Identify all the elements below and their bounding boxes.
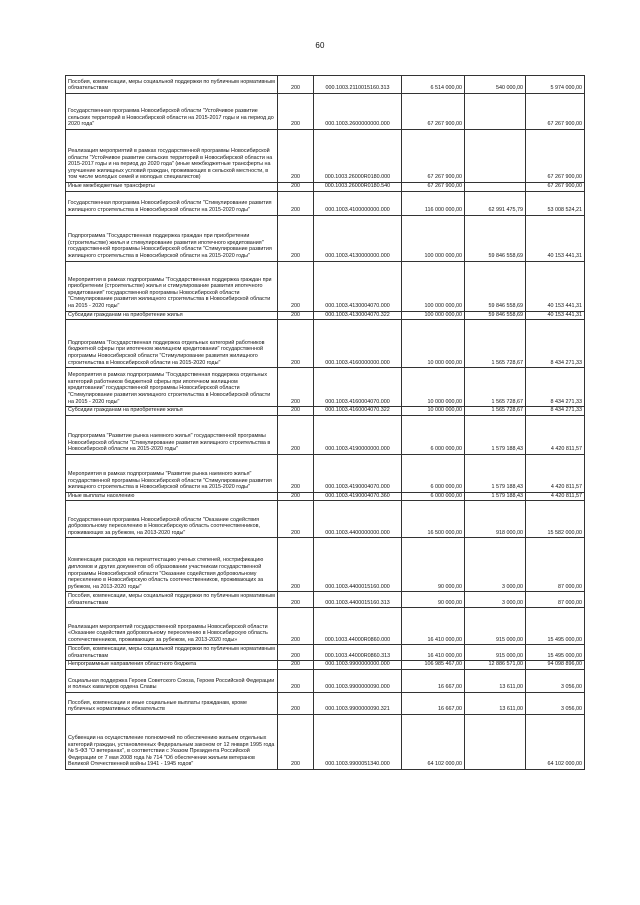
row-code: 200 (278, 183, 314, 192)
row-amount-approved: 6 000 000,00 (402, 415, 465, 454)
row-name: Иные межбюджетные трансферты (66, 183, 278, 192)
row-amount-approved: 10 000 000,00 (402, 407, 465, 416)
row-name: Государственная программа Новосибирской области "Стимулирование развития жилищного строительства в Новосибирской области на 2015-2020 годы" (66, 191, 278, 215)
row-amount-remaining: 64 102 000,00 (526, 714, 585, 769)
row-amount-executed: 915 000,00 (465, 608, 526, 645)
row-kbk: 000.1003.4160004070.322 (314, 407, 402, 416)
row-amount-approved: 16 500 000,00 (402, 501, 465, 538)
table-row (66, 368, 585, 407)
row-kbk: 000.1003.4100000000.000 (314, 191, 402, 215)
row-amount-executed: 1 579 188,43 (465, 415, 526, 454)
table-row (66, 320, 585, 368)
table-row (66, 407, 585, 416)
row-amount-remaining: 53 008 524,21 (526, 191, 585, 215)
row-amount-remaining: 40 153 441,31 (526, 215, 585, 261)
row-code: 200 (278, 669, 314, 692)
row-amount-approved: 64 102 000,00 (402, 714, 465, 769)
row-amount-approved: 6 000 000,00 (402, 454, 465, 492)
row-amount-approved: 90 000,00 (402, 538, 465, 592)
table-row (66, 191, 585, 215)
row-code: 200 (278, 501, 314, 538)
row-kbk: 000.1003.4400015160.000 (314, 538, 402, 592)
row-amount-executed: 1 565 728,67 (465, 407, 526, 416)
row-name: Реализация мероприятий государственной программы Новосибирской области «Оказание содействия добровольному переселению в Новосибирскую область соотечественников, проживающих за рубежом, на 2013-2020 годы» (66, 608, 278, 645)
row-name: Иные выплаты населению (66, 492, 278, 501)
row-amount-remaining: 67 267 900,00 (526, 183, 585, 192)
row-amount-remaining: 4 420 811,57 (526, 454, 585, 492)
row-amount-executed: 918 000,00 (465, 501, 526, 538)
row-amount-executed: 59 846 558,69 (465, 311, 526, 320)
row-code: 200 (278, 538, 314, 592)
table-row (66, 538, 585, 592)
row-amount-approved: 16 667,00 (402, 692, 465, 714)
row-amount-executed: 59 846 558,69 (465, 215, 526, 261)
row-kbk: 000.1003.4130000000.000 (314, 215, 402, 261)
row-code: 200 (278, 714, 314, 769)
row-amount-approved: 6 000 000,00 (402, 492, 465, 501)
row-name: Государственная программа Новосибирской области "Оказание содействия добровольному переселению в Новосибирскую область соотечественников, проживающих за рубежом, на 2013-2020 годы" (66, 501, 278, 538)
row-name: Субвенции на осуществление полномочий по обеспечению жильем отдельных категорий граждан, установленных Федеральным законом от 12 января 1995 года № 5-ФЗ "О ветеранах", в соответствии с Указом Президента Российской Федерации от 7 мая 2008 года № 714 "Об обеспечении жильем ветеранов Великой Отечественной войны 1941 - 1945 годов" (66, 714, 278, 769)
row-kbk: 000.1003.44000R0860.000 (314, 608, 402, 645)
row-amount-approved: 90 000,00 (402, 592, 465, 608)
row-amount-executed: 540 000,00 (465, 76, 526, 94)
row-amount-executed: 1 565 728,67 (465, 368, 526, 407)
row-amount-remaining: 8 434 271,33 (526, 320, 585, 368)
budget-table (65, 75, 585, 770)
row-amount-executed: 1 579 188,43 (465, 454, 526, 492)
row-amount-approved: 16 667,00 (402, 669, 465, 692)
row-amount-executed (465, 714, 526, 769)
row-amount-remaining: 40 153 441,31 (526, 261, 585, 311)
row-kbk: 000.1003.4190004070.000 (314, 454, 402, 492)
table-row (66, 215, 585, 261)
row-amount-remaining: 15 495 000,00 (526, 645, 585, 661)
row-amount-approved: 6 514 000,00 (402, 76, 465, 94)
budget-table-body (66, 76, 585, 770)
row-code: 200 (278, 76, 314, 94)
table-row (66, 454, 585, 492)
row-amount-executed (465, 130, 526, 183)
row-code: 200 (278, 592, 314, 608)
row-amount-approved: 116 000 000,00 (402, 191, 465, 215)
row-kbk: 000.1003.44000R0860.313 (314, 645, 402, 661)
row-amount-executed (465, 183, 526, 192)
row-kbk: 000.1003.4160004070.000 (314, 368, 402, 407)
table-row (66, 130, 585, 183)
table-row (66, 492, 585, 501)
row-name: Пособия, компенсации и иные социальные выплаты гражданам, кроме публичных нормативных обязательств (66, 692, 278, 714)
row-kbk: 000.1003.4190004070.360 (314, 492, 402, 501)
row-amount-executed: 3 000,00 (465, 538, 526, 592)
row-amount-remaining: 4 420 811,57 (526, 492, 585, 501)
row-code: 200 (278, 368, 314, 407)
row-name: Компенсация расходов на переаттестацию ученых степеней, нострификацию дипломов и других документов об образовании участникам государственной программы Новосибирской области "Оказание содействия добровольному переселению в Новосибирскую область соотечественников, проживающих за рубежом, на 2013-2020 годы" (66, 538, 278, 592)
row-code: 200 (278, 320, 314, 368)
table-row (66, 261, 585, 311)
row-kbk: 000.1003.9900000000.000 (314, 661, 402, 670)
row-amount-executed: 13 611,00 (465, 669, 526, 692)
row-amount-approved: 67 267 900,00 (402, 94, 465, 130)
row-code: 200 (278, 415, 314, 454)
table-row (66, 76, 585, 94)
table-row (66, 669, 585, 692)
table-row (66, 501, 585, 538)
row-amount-remaining: 87 000,00 (526, 538, 585, 592)
table-row (66, 592, 585, 608)
row-code: 200 (278, 454, 314, 492)
row-name: Пособия, компенсации, меры социальной поддержки по публичным нормативным обязательствам (66, 76, 278, 94)
row-amount-executed: 3 000,00 (465, 592, 526, 608)
row-name: Социальная поддержка Героев Советского Союза, Героев Российской Федерации и полных кавалеров ордена Славы (66, 669, 278, 692)
row-name: Пособия, компенсации, меры социальной поддержки по публичным нормативным обязательствам (66, 592, 278, 608)
row-amount-executed: 13 611,00 (465, 692, 526, 714)
table-row (66, 415, 585, 454)
row-amount-remaining: 67 267 900,00 (526, 130, 585, 183)
row-amount-remaining: 40 153 441,31 (526, 311, 585, 320)
row-amount-approved: 16 410 000,00 (402, 645, 465, 661)
table-row (66, 661, 585, 670)
row-kbk: 000.1003.9900051340.000 (314, 714, 402, 769)
row-kbk: 000.1003.4190000000.000 (314, 415, 402, 454)
row-kbk: 000.1003.2600000000.000 (314, 94, 402, 130)
row-name: Подпрограмма "Государственная поддержка отдельных категорий работников бюджетной сферы при ипотечном жилищном кредитовании" государственной программы Новосибирской области "Стимулирование развития жилищного строительства в Новосибирской области на 2015-2020 годы" (66, 320, 278, 368)
row-amount-executed: 62 991 475,79 (465, 191, 526, 215)
row-name: Подпрограмма "Развитие рынка наемного жилья" государственной программы Новосибирской области "Стимулирование развития жилищного строительства в Новосибирской области на 2015-2020 годы" (66, 415, 278, 454)
row-amount-remaining: 8 434 271,33 (526, 368, 585, 407)
row-amount-remaining: 94 098 896,00 (526, 661, 585, 670)
row-amount-approved: 100 000 000,00 (402, 215, 465, 261)
row-amount-remaining: 3 056,00 (526, 692, 585, 714)
row-code: 200 (278, 94, 314, 130)
row-kbk: 000.1003.4400000000.000 (314, 501, 402, 538)
table-row (66, 311, 585, 320)
row-amount-approved: 67 267 900,00 (402, 183, 465, 192)
row-code: 200 (278, 661, 314, 670)
row-code: 200 (278, 692, 314, 714)
row-code: 200 (278, 130, 314, 183)
row-code: 200 (278, 215, 314, 261)
row-amount-remaining: 3 056,00 (526, 669, 585, 692)
row-name: Подпрограмма "Государственная поддержка граждан при приобретении (строительстве) жилья и стимулирование развития ипотечного кредитования" государственной программы Новосибирской области "Стимулирование развития жилищного строительства в Новосибирской области на 2015-2020 годы" (66, 215, 278, 261)
row-name: Пособия, компенсации, меры социальной поддержки по публичным нормативным обязательствам (66, 645, 278, 661)
row-code: 200 (278, 608, 314, 645)
row-kbk: 000.1003.4400015160.313 (314, 592, 402, 608)
row-amount-executed: 59 846 558,69 (465, 261, 526, 311)
row-amount-remaining: 5 974 000,00 (526, 76, 585, 94)
row-code: 200 (278, 311, 314, 320)
row-amount-approved: 100 000 000,00 (402, 311, 465, 320)
table-row (66, 183, 585, 192)
row-amount-remaining: 15 582 000,00 (526, 501, 585, 538)
table-row (66, 608, 585, 645)
row-amount-approved: 100 000 000,00 (402, 261, 465, 311)
row-kbk: 000.1003.26000R0180.000 (314, 130, 402, 183)
row-code: 200 (278, 191, 314, 215)
row-name: Субсидии гражданам на приобретение жилья (66, 407, 278, 416)
row-amount-executed: 915 000,00 (465, 645, 526, 661)
row-name: Реализация мероприятий в рамках государственной программы Новосибирской области "Устойчивое развитие сельских территорий в Новосибирской области на 2015-2017 годы и на период до 2020 года" (иные межбюджетные трансферты на улучшение жилищных условий граждан, проживающих в сельской местности, в том числе молодых семей и молодых специалистов) (66, 130, 278, 183)
table-row (66, 645, 585, 661)
row-amount-approved: 106 985 467,00 (402, 661, 465, 670)
table-row (66, 714, 585, 769)
row-amount-approved: 10 000 000,00 (402, 368, 465, 407)
row-kbk: 000.1003.26000R0180.540 (314, 183, 402, 192)
row-amount-remaining: 4 420 811,57 (526, 415, 585, 454)
row-kbk: 000.1003.4160000000.000 (314, 320, 402, 368)
row-amount-remaining: 67 267 900,00 (526, 94, 585, 130)
row-amount-executed: 1 565 728,67 (465, 320, 526, 368)
row-kbk: 000.1003.4130004070.322 (314, 311, 402, 320)
table-row (66, 94, 585, 130)
row-amount-executed: 12 886 571,00 (465, 661, 526, 670)
row-amount-approved: 16 410 000,00 (402, 608, 465, 645)
row-code: 200 (278, 407, 314, 416)
row-amount-remaining: 15 495 000,00 (526, 608, 585, 645)
row-amount-executed: 1 579 188,43 (465, 492, 526, 501)
row-kbk: 000.1003.9900000090.321 (314, 692, 402, 714)
row-name: Мероприятия в рамках подпрограммы "Развитие рынка наемного жилья" государственной программы Новосибирской области "Стимулирование развития жилищного строительства в Новосибирской области на 2015-2020 годы" (66, 454, 278, 492)
row-code: 200 (278, 261, 314, 311)
row-name: Субсидии гражданам на приобретение жилья (66, 311, 278, 320)
row-name: Государственная программа Новосибирской области "Устойчивое развитие сельских территорий в Новосибирской области на 2015-2017 годы и на период до 2020 года" (66, 94, 278, 130)
row-amount-executed (465, 94, 526, 130)
row-kbk: 000.1003.9900000090.000 (314, 669, 402, 692)
row-code: 200 (278, 492, 314, 501)
table-row (66, 692, 585, 714)
row-amount-approved: 67 267 900,00 (402, 130, 465, 183)
row-name: Мероприятия в рамках подпрограммы "Государственная поддержка отдельных категорий работников бюджетной сферы при ипотечном жилищном кредитовании" государственной программы Новосибирской области "Стимулирование развития жилищного строительства в Новосибирской области на 2015 - 2020 годы" (66, 368, 278, 407)
row-code: 200 (278, 645, 314, 661)
row-kbk: 000.1003.2110015160.313 (314, 76, 402, 94)
page-number: 60 (315, 41, 325, 50)
row-amount-remaining: 87 000,00 (526, 592, 585, 608)
row-name: Мероприятия в рамках подпрограммы "Государственная поддержка граждан при приобретении (строительстве) жилья и стимулирование развития ипотечного кредитования" государственной программы Новосибирской области "Стимулирование развития жилищного строительства в Новосибирской области на 2015 - 2020 годы" (66, 261, 278, 311)
row-name: Непрограммные направления областного бюджета (66, 661, 278, 670)
row-amount-remaining: 8 434 271,33 (526, 407, 585, 416)
row-kbk: 000.1003.4130004070.000 (314, 261, 402, 311)
row-amount-approved: 10 000 000,00 (402, 320, 465, 368)
